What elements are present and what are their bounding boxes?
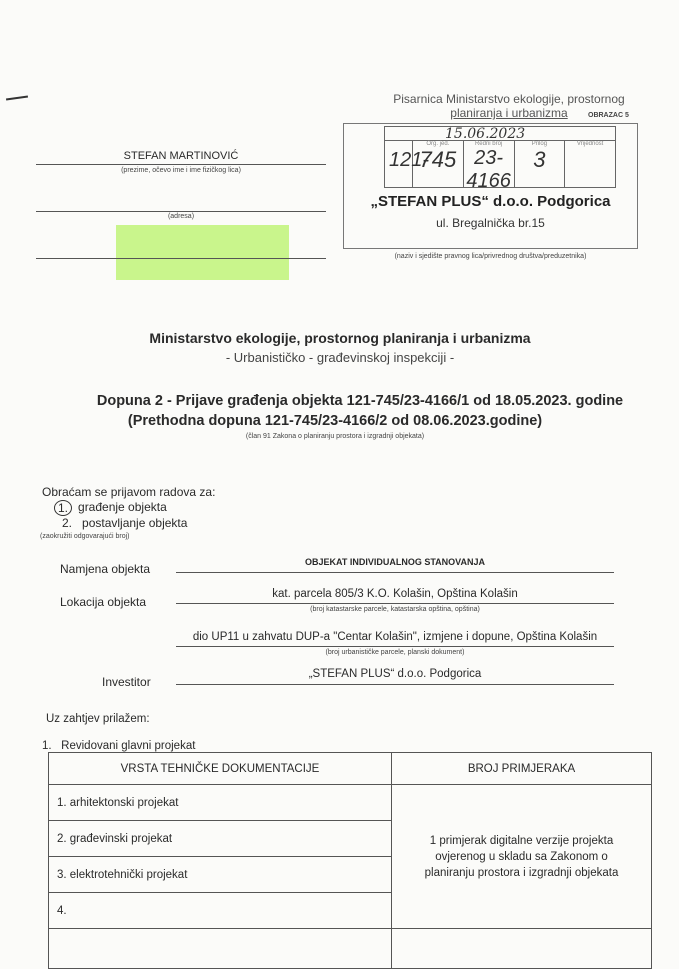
applicant-address-caption: (adresa) xyxy=(167,213,195,220)
registry-stamp xyxy=(384,126,616,192)
form-code: OBRAZAC 5 xyxy=(588,112,629,119)
registry-title-line1: Pisarnica Ministarstvo ekologije, prostornog xyxy=(393,92,625,106)
location-value: kat. parcela 805/3 K.O. Kolašin, Opština Kolašin xyxy=(272,588,518,600)
location-label: Lokacija objekta xyxy=(60,595,147,609)
copies-cell: 1 primjerak digitalne verzije projekta ovjerenog u skladu sa Zakonom o planiranju prostora i izgradnji objekata xyxy=(392,785,652,929)
attachments-intro: Uz zahtjev prilažem: xyxy=(46,713,150,725)
inspection-name: - Urbanističko - građevinskoj inspekciji - xyxy=(225,350,455,365)
table-cell xyxy=(392,929,652,969)
stamp-number-prefix: 121- xyxy=(389,149,430,171)
request-intro: Obraćam se prijavom radova za: xyxy=(42,485,216,499)
company-caption: (naziv i sjedište pravnog lica/privrednog društva/preduzetnika) xyxy=(394,253,587,260)
plan-caption: (broj urbanističke parcele, planski dokument) xyxy=(325,649,465,656)
stamp-col-4: Vrijednost xyxy=(576,141,604,147)
option-number: 2. xyxy=(62,516,73,530)
purpose-label: Namjena objekta xyxy=(60,562,151,576)
option-number-circled: 1. xyxy=(54,500,72,516)
column-header-type: VRSTA TEHNIČKE DOKUMENTACIJE xyxy=(49,753,392,785)
request-hint: (zaokružiti odgovarajući broj) xyxy=(40,533,130,540)
applicant-name: STEFAN MARTINOVIĆ xyxy=(123,150,239,162)
stamp-col-2: Redni broj 23-4166 xyxy=(464,141,515,187)
option-label: postavljanje objekta xyxy=(82,516,188,530)
redaction-block xyxy=(116,225,289,280)
attachments-section: 1. Revidovani glavni projekat xyxy=(42,740,196,752)
company-name: „STEFAN PLUS“ d.o.o. Podgorica xyxy=(370,193,611,210)
company-address: ul. Bregalnička br.15 xyxy=(436,216,545,230)
table-row: 1. arhitektonski projekat xyxy=(49,785,392,821)
option-label: građenje objekta xyxy=(78,500,167,514)
document-subtitle: (Prethodna dopuna 121-745/23-4166/2 od 08.06.2023.godine) xyxy=(127,413,543,429)
column-header-copies: BROJ PRIMJERAKA xyxy=(392,753,652,785)
option-2[interactable] xyxy=(62,516,187,530)
documentation-table xyxy=(48,752,652,969)
table-row xyxy=(49,929,392,969)
table-row: 4. xyxy=(49,893,392,929)
investor-value: „STEFAN PLUS“ d.o.o. Podgorica xyxy=(308,668,482,680)
document-title: Dopuna 2 - Prijave građenja objekta 121-745/23-4166/1 od 18.05.2023. godine xyxy=(96,393,624,409)
table-row: 3. elektrotehnički projekat xyxy=(49,857,392,893)
option-1[interactable] xyxy=(54,500,167,516)
table-row: 2. građevinski projekat xyxy=(49,821,392,857)
investor-label: Investitor xyxy=(102,675,151,689)
purpose-value: OBJEKAT INDIVIDUALNOG STANOVANJA xyxy=(304,557,485,567)
registry-title-line2: planiranja i urbanizma xyxy=(450,106,568,120)
plan-value: dio UP11 u zahvatu DUP-a "Centar Kolašin", izmjene i dopune, Opština Kolašin xyxy=(192,631,598,643)
location-caption: (broj katastarske parcele, katastarska opština, opština) xyxy=(310,606,480,613)
stamp-col-1: Org. jed. 745 xyxy=(413,141,464,187)
stamp-col-3: Prilog 3 xyxy=(515,141,566,187)
applicant-name-caption: (prezime, očevo ime i ime fizičkog lica) xyxy=(121,167,241,174)
pen-mark xyxy=(6,95,28,100)
ministry-name: Ministarstvo ekologije, prostornog planiranja i urbanizma xyxy=(149,330,531,346)
stamp-date: 15.06.2023 xyxy=(385,127,615,141)
law-reference: (član 91 Zakona o planiranju prostora i izgradnji objekata) xyxy=(245,433,425,440)
